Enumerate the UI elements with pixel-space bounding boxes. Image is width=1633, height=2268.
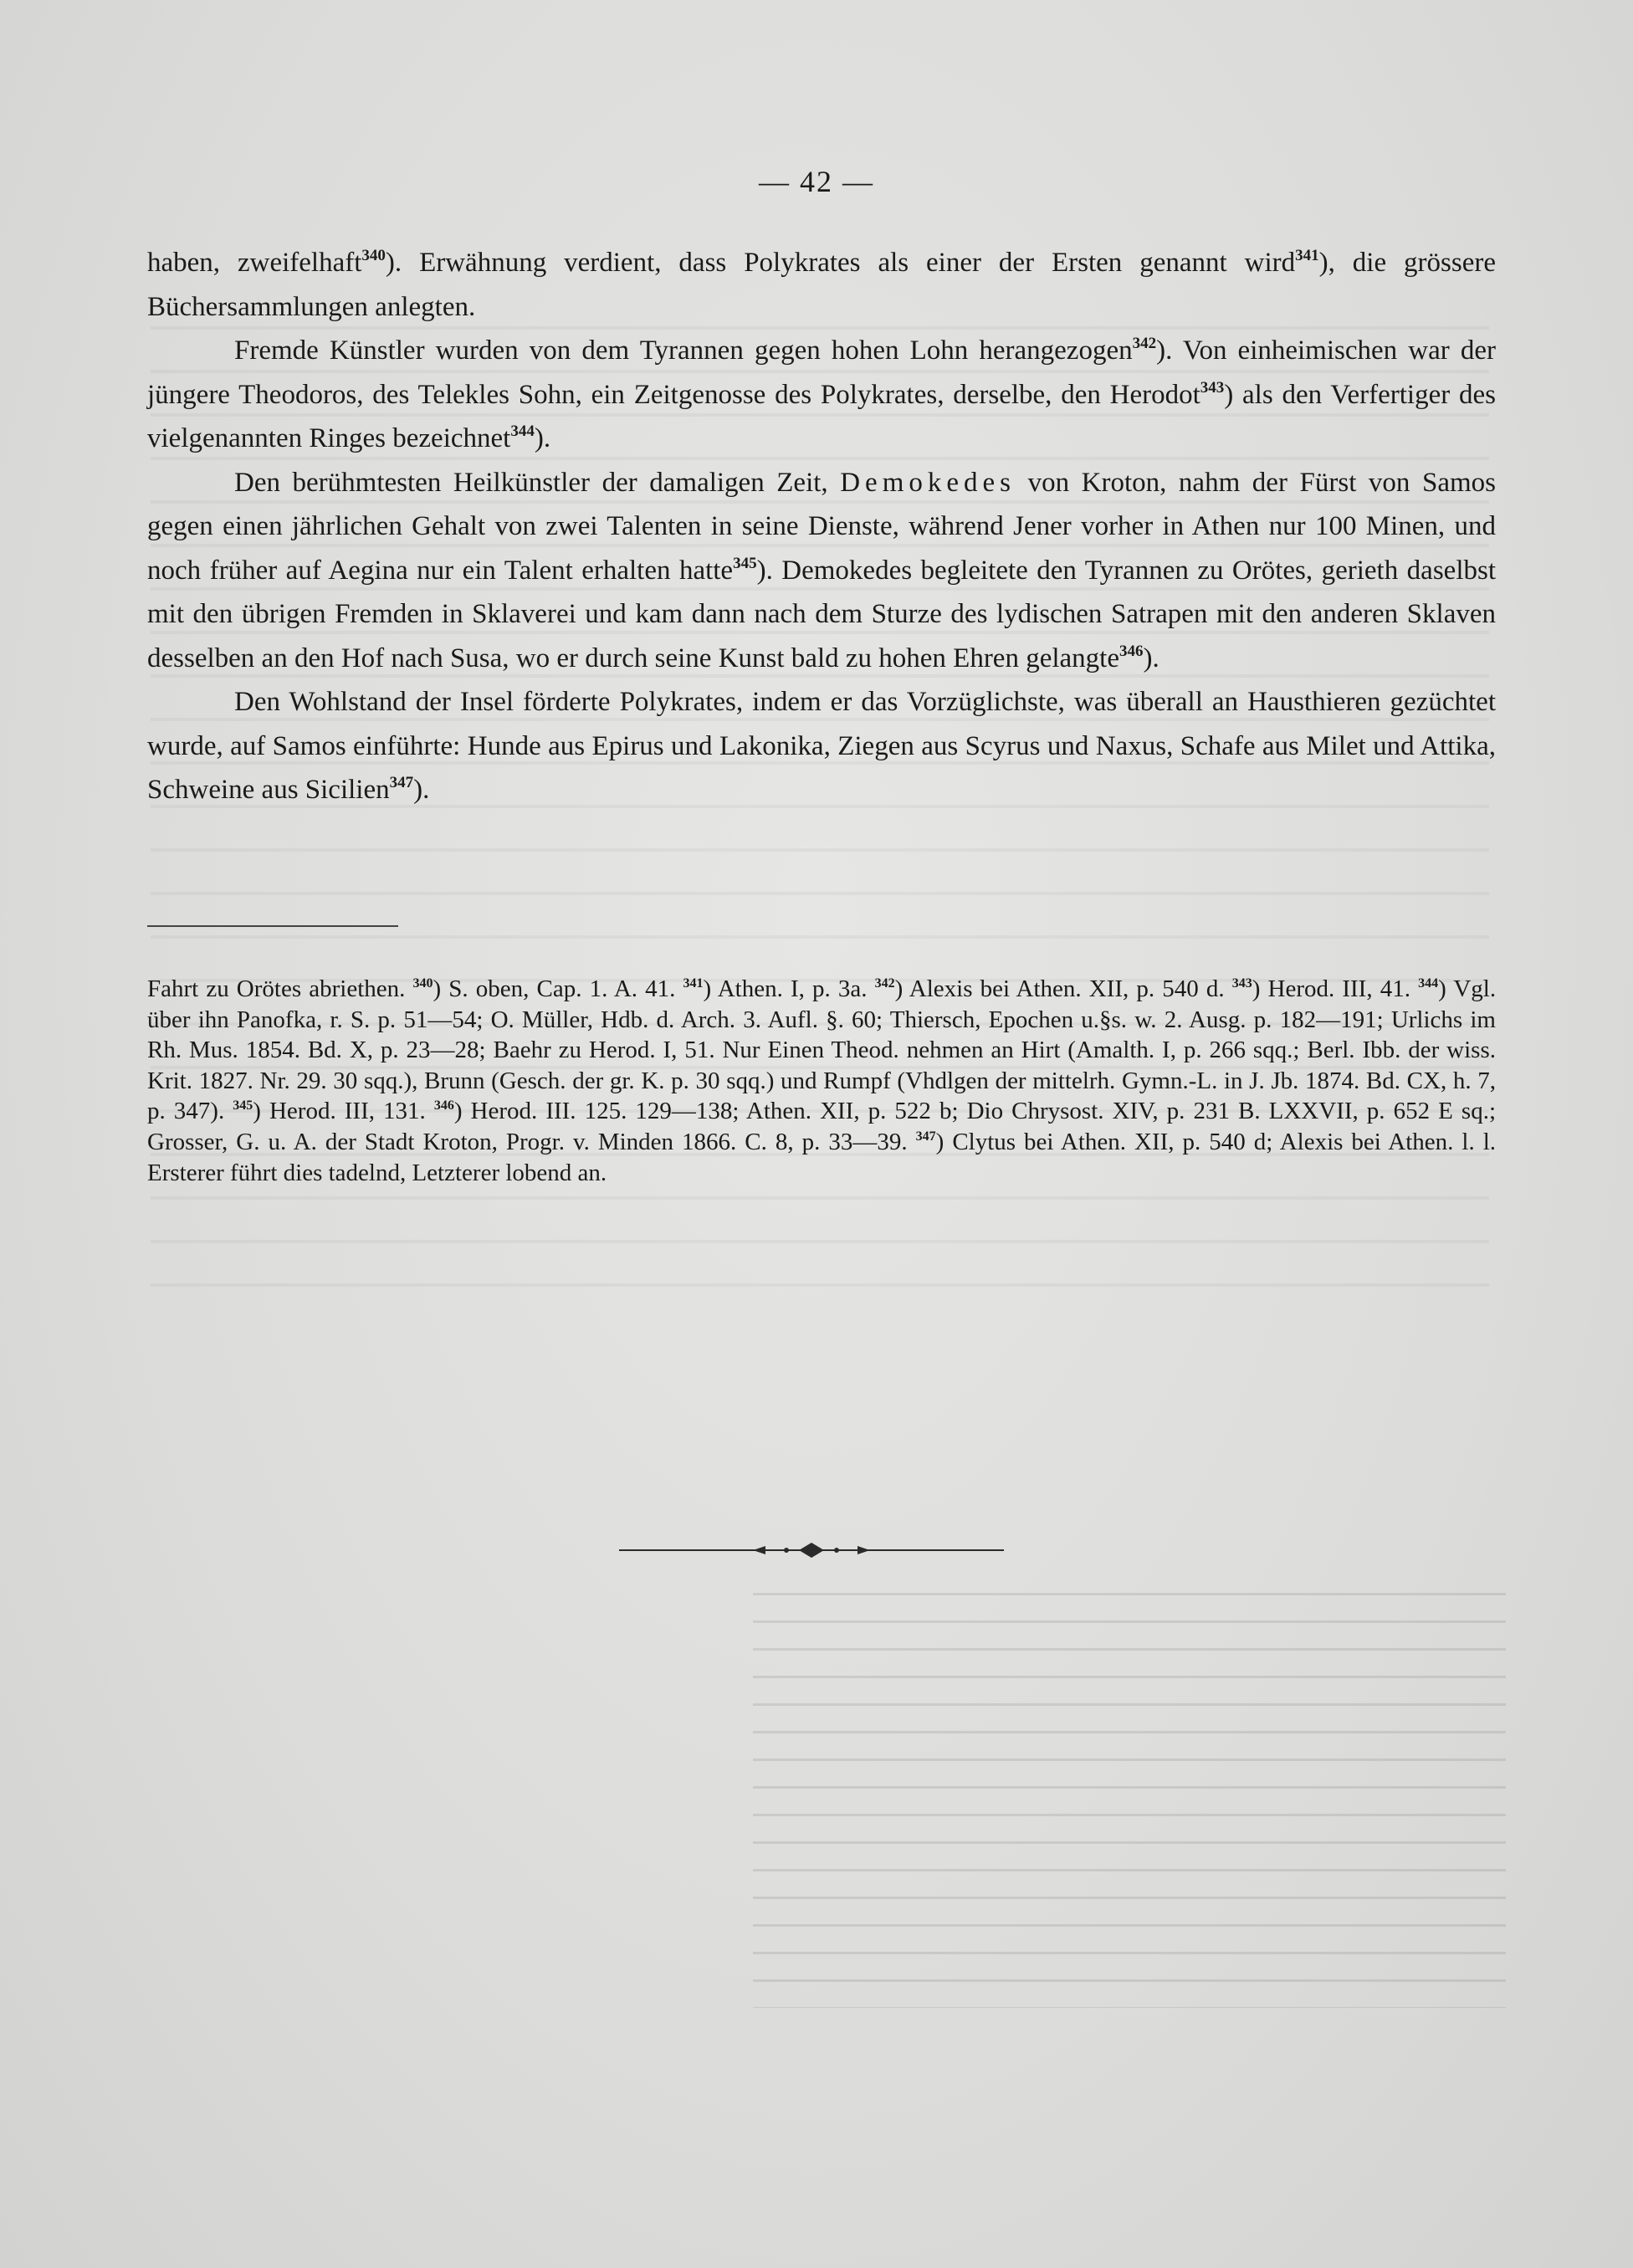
text-span: ). Von einheimischen war der jüngere Theodoros, des Telekles Sohn, ein Zeitgenosse des Polykrates, derselbe, den Herodot: [147, 335, 1496, 410]
footnote-ref: 347: [389, 774, 414, 791]
text-span: haben, zweifelhaft: [147, 248, 362, 278]
text-span: ).: [534, 423, 551, 453]
text-span: ).: [1143, 643, 1159, 673]
text-span: Den berühmtesten Heilkünstler der damaligen Zeit,: [234, 467, 828, 498]
footnote-text: ) Herod. III, 41.: [1252, 975, 1410, 1002]
text-span: ), die grössere Büchersammlungen anlegten.: [147, 248, 1497, 322]
footnote-number: 344: [1418, 976, 1439, 991]
text-span: ). Demokedes begleitete den Tyrannen zu Orötes, gerieth daselbst mit den übrigen Fremden in Sklaverei und kam dann nach dem Sturze des lydischen Satrapen mit den anderen Sklaven desselben an den Hof nach Susa, wo er durch seine Kunst bald zu hohen Ehren gelangte: [147, 555, 1496, 673]
text-span: Fremde Künstler wurden von dem Tyrannen gegen hohen Lohn herangezogen: [234, 335, 1133, 366]
footnote-number: 345: [233, 1098, 253, 1114]
footnote-text: s. w. 2. Ausg. p. 182—191; Urlichs im Rh. Mus. 1854. Bd. X, p. 23—28; Baehr zu Herod. I, 51. Nur Einen Theod. nehmen an Hirt (Amalth. I, p. 266 sqq.; Berl. Ibb. der wiss. Krit. 1827. Nr. 29. 30 sqq.), Brunn (Gesch. der gr. K. p. 30 sqq.) und Rumpf (Vhdlgen der mittelrh. Gymn.-L. in J. Jb. 1874. Bd. CX, h. 7, p. 347).: [147, 1006, 1496, 1125]
footnote-ref: 344: [510, 422, 535, 440]
footnote-ref: 342: [1132, 335, 1157, 352]
footnote-ref: 341: [1295, 247, 1319, 264]
footnote-number: 343: [1231, 976, 1252, 991]
footnote-ref: 346: [1119, 642, 1144, 660]
text-span: ).: [413, 775, 430, 805]
person-name: Demokedes: [840, 467, 1016, 498]
footnote-text: ) Vgl. über ihn Panofka, r. S. p. 51—54; O. Müller, Hdb. d. Arch. 3. Aufl. §. 60; Thiersch, Epochen u.: [147, 975, 1497, 1033]
bleed-through-texture: [753, 1573, 1506, 2008]
text-span: ). Erwähnung verdient, dass Polykrates als einer der Ersten genannt wird: [385, 248, 1296, 278]
footnote-number: 342: [874, 976, 895, 991]
end-ornament: [619, 1539, 1004, 1561]
bleed-through-texture: [151, 293, 1489, 1313]
footnote-ref: 340: [361, 247, 386, 264]
footnote-ref: 343: [1200, 378, 1225, 397]
footnote-number: 347: [915, 1129, 936, 1144]
text-span: Den Wohlstand der Insel förderte Polykrates, indem er das Vorzüglichste, was überall an Hausthieren gezüchtet wurde, auf Samos einführte: Hunde aus Epirus und Lakonika, Ziegen aus Scyrus und Naxus, Schafe aus Milet und Attika, Schweine aus Sicilien: [147, 687, 1496, 805]
footnote-text: ) Athen. I, p. 3a.: [703, 975, 868, 1002]
footnote-text: ) Herod. III. 125. 129—138; Athen. XII, p. 522 b; Dio Chrysost. XIV, p. 231 B. LXXVII, p. 652 E sq.; Grosser, G. u. A. der Stadt Kroton, Progr. v. Minden 1866. C. 8, p. 33—39.: [147, 1098, 1497, 1155]
footnote-text: ) S. oben, Cap. 1. A. 41.: [433, 975, 676, 1002]
footnote-text: ) Alexis bei Athen. XII, p. 540 d.: [894, 975, 1225, 1002]
footnote-ref: 345: [733, 554, 757, 572]
footnote-number: 346: [433, 1098, 454, 1114]
footnote-number: 341: [683, 976, 704, 991]
text-span: von Kroton, nahm der Fürst von Samos gegen einen jährlichen Gehalt von zwei Talenten in seine Dienste, während Jener vorher in Athen nur 100 Minen, und noch früher auf Aegina nur ein Talent erhalten hatte: [147, 467, 1496, 586]
footnote-text: ) Clytus bei Athen. XII, p. 540 d; Alexis bei Athen. l. l. Ersterer führt dies tadelnd, Letzterer lobend an.: [147, 1128, 1496, 1186]
footnote-number: 340: [412, 976, 433, 991]
text-span: ) als den Verfertiger des vielgenannten Ringes bezeichnet: [147, 379, 1496, 453]
section-mark: §: [1099, 1006, 1112, 1033]
page-number: — 42 —: [759, 165, 874, 198]
footnote-text: Fahrt zu Orötes abriethen.: [147, 975, 406, 1002]
footnote-text: ) Herod. III, 131.: [253, 1098, 426, 1125]
